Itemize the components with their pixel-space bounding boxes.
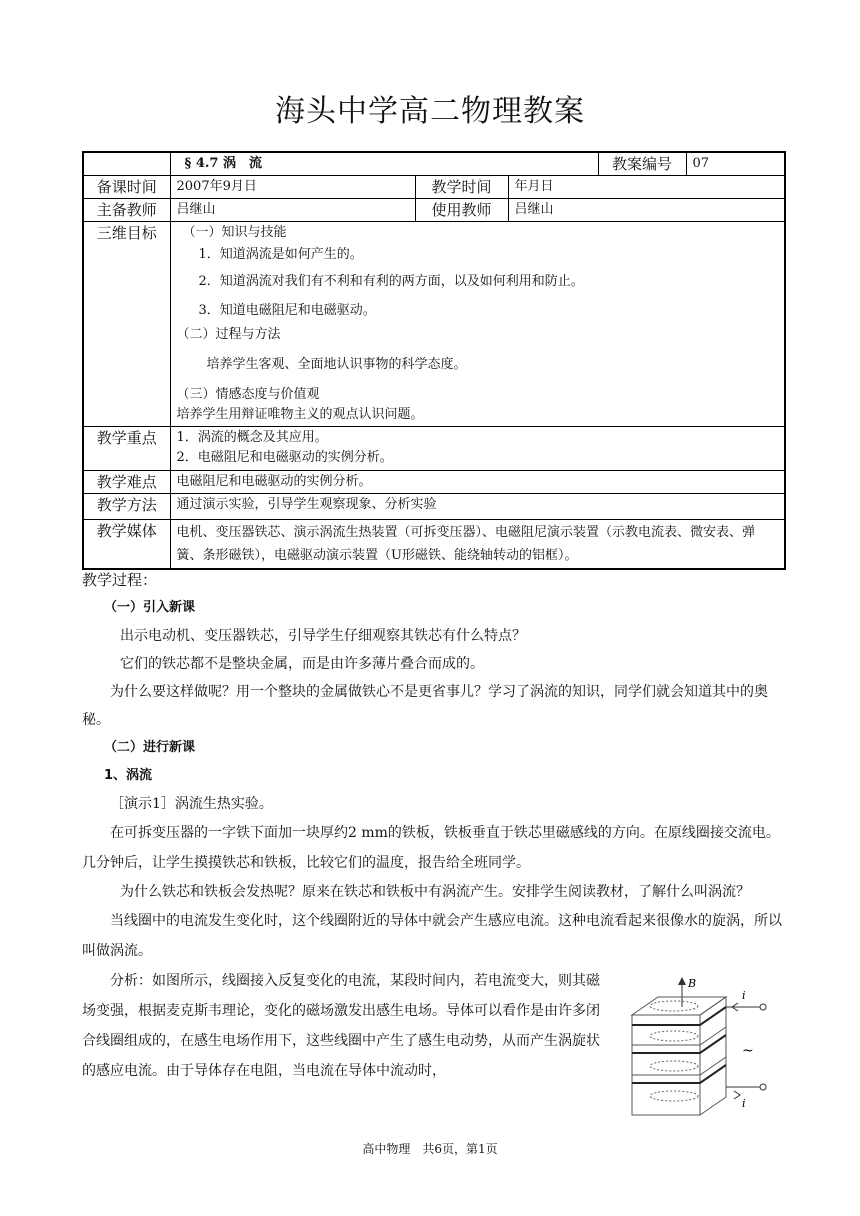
layer-line (632, 1057, 726, 1075)
knowledge-title: （一）知识与技能 (182, 225, 287, 240)
emotion-title: （三）情感态度与价值观 (176, 387, 320, 402)
lesson-info-table (82, 151, 786, 570)
key-points-row (83, 427, 785, 471)
eddy-current-figure (618, 975, 776, 1120)
intro-paragraph-1: 出示电动机、变压器铁芯，引导学生仔细观察其铁芯有什么特点？ (120, 628, 526, 644)
lesson-no-label: 教案编号 (598, 152, 686, 176)
eddy-loop (650, 1001, 698, 1011)
use-teacher-value: 吕继山 (508, 199, 785, 222)
demo-paragraph: 在可拆变压器的一字铁下面加一块厚约2 mm的铁板，铁板垂直于铁芯里磁感线的方向。在原线圈接交流电。几分钟后，让学生摸摸铁芯和铁板，比较它们的温度，报告给全班同学。 (82, 825, 780, 871)
knowledge-item-2: 2．知道涡流对我们有不利和有利的两方面，以及如何利用和防止。 (198, 274, 584, 289)
section-new-title: （二）进行新课 (104, 740, 196, 755)
process-item: 培养学生客观、全面地认识事物的科学态度。 (206, 357, 467, 372)
coil-loop (632, 1035, 726, 1053)
knowledge-item-1: 1．知道涡流是如何产生的。 (198, 247, 363, 262)
teacher-row (83, 199, 785, 222)
why-paragraph: 为什么铁芯和铁板会发热呢？原来在铁芯和铁板中有涡流产生。安排学生阅读教材，了解什么叫涡流？ (120, 884, 750, 900)
media-value: 电机、变压器铁芯、演示涡流生热装置（可拆变压器）、电磁阻尼演示装置（示教电流表、微安表、弹簧、条形磁铁），电磁驱动演示装置（U形磁铁、能绕轴转动的铝框）。 (170, 520, 785, 570)
time-row (83, 176, 785, 199)
terminal-bottom (760, 1084, 766, 1090)
eddy-loop (650, 1091, 698, 1101)
methods-row (83, 494, 785, 520)
process-title: （二）过程与方法 (176, 327, 281, 342)
box-top (632, 997, 726, 1015)
lead-teacher-value: 吕继山 (170, 199, 415, 222)
coil-loop (632, 1007, 726, 1025)
current-label-bottom: i (742, 1097, 746, 1110)
key-points-label: 教学重点 (83, 427, 170, 471)
difficulties-row (83, 471, 785, 494)
lesson-row (83, 152, 785, 176)
analysis-paragraph: 分析：如图所示，线圈接入反复变化的电流，某段时间内，若电流变大，则其磁场变强，根据麦克斯韦理论，变化的磁场激发出感生电场。导体可以看作是由许多闭合线圈组成的，在感生电场作用下，这些线圈中产生了感生电动势，从而产生涡旋状的感应电流。由于导体存在电阻，当电流在导体中流动时， (82, 973, 600, 1079)
objectives-content (170, 222, 785, 427)
methods-label: 教学方法 (83, 494, 170, 520)
coil-loop (632, 1065, 726, 1083)
b-field-label: B (688, 977, 697, 990)
document-title: 海头中学高二物理教案 (275, 94, 585, 129)
box-side (700, 997, 726, 1115)
media-label: 教学媒体 (83, 520, 170, 570)
difficulties-label: 教学难点 (83, 471, 170, 494)
ac-symbol: ~ (742, 1043, 754, 1059)
eddy-loop (650, 1061, 698, 1071)
knowledge-item-3: 3．知道电磁阻尼和电磁驱动。 (198, 303, 376, 318)
eddy-loop (650, 1031, 698, 1041)
blank-cell (83, 152, 170, 176)
definition-paragraph: 当线圈中的电流发生变化时，这个线圈附近的导体中就会产生感应电流。这种电流看起来很像水的旋涡，所以叫做涡流。 (82, 913, 782, 959)
current-arrow-bottom (734, 1091, 740, 1099)
key-points-content (170, 427, 785, 471)
key-point-item: 1．涡流的概念及其应用。 (176, 430, 328, 445)
lesson-no-value: 07 (686, 152, 785, 176)
lesson-title: § 4.7 涡 流 (170, 152, 598, 176)
lead-teacher-label: 主备教师 (83, 199, 170, 222)
eddy-current-diagram (618, 975, 776, 1120)
layer-line (632, 1027, 726, 1045)
difficulties-value: 电磁阻尼和电磁驱动的实例分析。 (170, 471, 785, 494)
prep-time-label: 备课时间 (83, 176, 170, 199)
b-field-arrowhead (678, 977, 686, 985)
intro-paragraph-2: 它们的铁芯都不是整块金属，而是由许多薄片叠合而成的。 (120, 656, 484, 672)
current-label-top: i (742, 989, 746, 1002)
key-point-item: 2．电磁阻尼和电磁驱动的实例分析。 (176, 450, 393, 465)
methods-value: 通过演示实验，引导学生观察现象、分析实验 (170, 494, 785, 520)
demo-label: ［演示1］涡流生热实验。 (110, 796, 273, 812)
process-heading: 教学过程： (82, 571, 158, 589)
prep-time-value: 2007年9月日 (170, 176, 415, 199)
objectives-row (83, 222, 785, 427)
objectives-label: 三维目标 (83, 222, 170, 427)
media-row (83, 520, 785, 570)
section-intro-title: （一）引入新课 (104, 600, 196, 615)
subsection-eddy-title: 1、涡流 (104, 768, 153, 783)
teach-time-value: 年月日 (508, 176, 785, 199)
intro-paragraph-3: 为什么要这样做呢？用一个整块的金属做铁心不是更省事儿？学习了涡流的知识，同学们就会知道其中的奥秘。 (82, 684, 768, 728)
emotion-item: 培养学生用辩证唯物主义的观点认识问题。 (176, 407, 424, 422)
teach-time-label: 教学时间 (415, 176, 508, 199)
terminal-top (760, 1004, 766, 1010)
page-footer: 高中物理 共6页，第1页 (362, 1142, 498, 1156)
use-teacher-label: 使用教师 (415, 199, 508, 222)
